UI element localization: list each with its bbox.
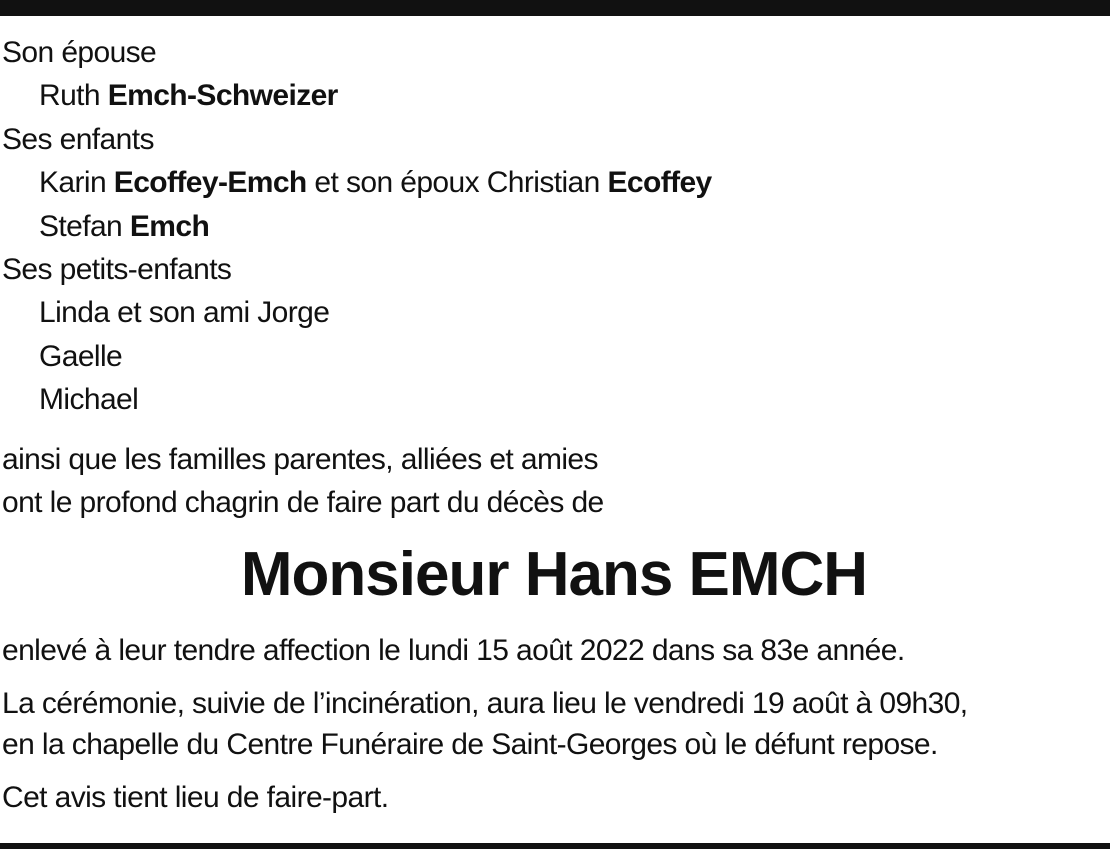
children-heading: Ses enfants <box>2 122 154 156</box>
child-entry <box>2 205 1106 248</box>
grandchild-entry: Michael <box>39 383 139 417</box>
deceased-name: Monsieur Hans EMCH <box>240 540 868 610</box>
child-spouse-text: et son époux Christian <box>314 166 600 200</box>
grandchild-entry: Gaelle <box>39 339 123 373</box>
grandchildren-heading: Ses petits-enfants <box>2 252 232 286</box>
bottom-border-rule <box>0 843 1110 849</box>
spouse-first-name: Ruth <box>39 79 100 113</box>
closing-text: Cet avis tient lieu de faire-part. <box>2 781 389 815</box>
passing-paragraph <box>2 630 1106 671</box>
ceremony-text-line: en la chapelle du Centre Funéraire de Saint-Georges où le défunt repose. <box>2 728 938 762</box>
child-entry <box>2 161 1106 204</box>
ceremony-text-line: La cérémonie, suivie de l’incinération, aura lieu le vendredi 19 août à 09h30, <box>2 687 968 721</box>
child-spouse-last-name: Ecoffey <box>607 166 712 200</box>
closing-paragraph <box>2 777 1106 818</box>
passing-text: enlevé à leur tendre affection le lundi 15 août 2022 dans sa 83e année. <box>2 634 905 668</box>
grandchild-entry: Linda et son ami Jorge <box>39 296 330 330</box>
spouse-last-name: Emch-Schweizer <box>107 79 338 113</box>
child-first-name: Stefan <box>39 209 123 243</box>
child-last-name: Ecoffey-Emch <box>113 166 307 200</box>
child-last-name: Emch <box>129 209 210 243</box>
child-first-name: Karin <box>39 166 107 200</box>
ceremony-paragraph <box>2 683 1106 765</box>
death-notice <box>2 31 1106 830</box>
top-border-rule <box>0 0 1110 16</box>
families-text-line: ainsi que les familles parentes, alliées et amies <box>2 442 598 476</box>
announcement-text-line: ont le profond chagrin de faire part du décès de <box>2 485 604 519</box>
spouse-name <box>2 74 1106 117</box>
spouse-heading: Son épouse <box>2 36 157 69</box>
